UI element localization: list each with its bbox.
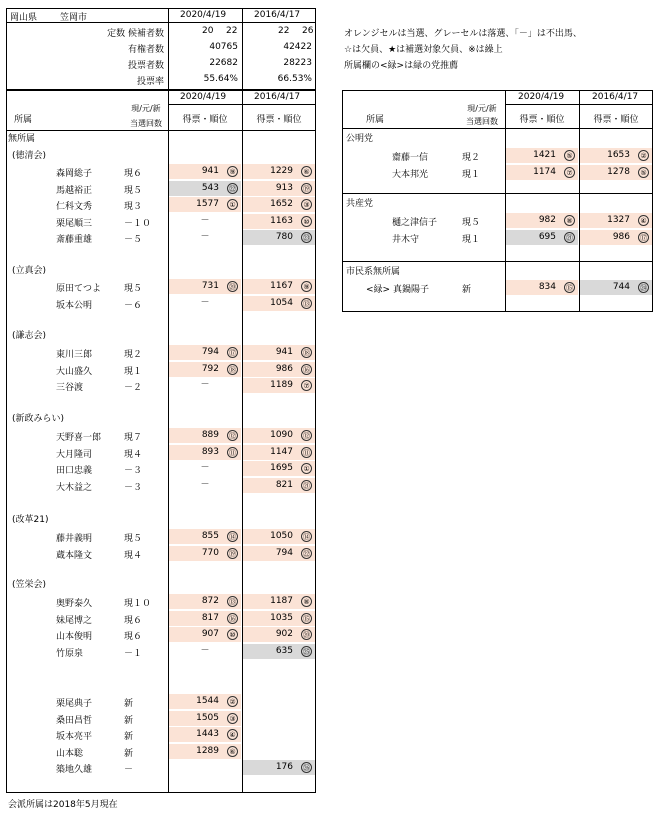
stat-ballots-old: 28223 (283, 58, 312, 68)
left-col-count: 当選回数 (130, 119, 162, 128)
candidate-name: 馬越裕正 (56, 185, 93, 196)
candidate-status: 新 (124, 732, 134, 742)
party-name: 共産党 (346, 199, 374, 209)
vote-count: 893 (201, 446, 219, 457)
candidate-status: 現６ (124, 632, 143, 642)
candidate-name: 奥野泰久 (56, 599, 93, 609)
candidate-status: 新 (124, 715, 134, 726)
rank-badge: ⑤ (638, 167, 649, 178)
rank-badge: ㉔ (640, 284, 647, 292)
candidate-status: 現１ (124, 366, 143, 377)
vote-cell (243, 445, 315, 460)
candidate-status: 現４ (124, 550, 143, 561)
rank-badge: ⑦ (301, 380, 312, 391)
vote-cell (169, 345, 241, 360)
candidate-status: －１０ (124, 218, 152, 229)
stat-voters-old: 42422 (283, 42, 312, 52)
stat-turnout-old: 66.53% (277, 74, 312, 84)
right-col-votes-new: 得票・順位 (519, 115, 565, 125)
vote-count: 1167 (270, 281, 293, 291)
stat-label-ballots: 投票者数 (127, 61, 164, 71)
candidate-name: 田口忠義 (56, 466, 93, 476)
date-new-header: 2020/4/19 (180, 10, 227, 20)
candidate-status: 現５ (124, 284, 143, 294)
candidate-name: 栗尾典子 (56, 699, 93, 709)
candidate-name: 斎藤重雄 (56, 235, 93, 245)
vote-cell (580, 230, 652, 245)
vote-cell (169, 546, 241, 561)
rank-badge: ⑰ (229, 349, 236, 357)
rank-badge: ⑧ (564, 215, 575, 226)
vote-cell (169, 181, 241, 196)
vote-count: 794 (275, 547, 293, 558)
not-running-dash: － (200, 215, 210, 226)
candidate-name: 大本邦光 (392, 170, 429, 180)
vote-count: 941 (275, 347, 293, 357)
rank-badge: ㉓ (303, 234, 310, 242)
rank-badge: ⑯ (229, 614, 236, 623)
vote-count: 1652 (270, 199, 293, 209)
rank-badge: ⑪ (303, 448, 310, 457)
rank-badge: ⑦ (564, 167, 575, 178)
vote-count: 1090 (270, 430, 293, 440)
rank-badge: ⑲ (303, 184, 310, 193)
vote-cell (506, 148, 578, 163)
stat-candidates-old: 26 (302, 26, 314, 36)
vote-cell (169, 727, 241, 742)
candidate-name: <緑> 真鍋陽子 (366, 285, 429, 295)
candidate-name: 齋藤一信 (392, 153, 429, 163)
candidate-name: 樋之津信子 (392, 218, 438, 228)
right-col-party: 所属 (366, 115, 385, 125)
rank-badge: ⑰ (640, 234, 647, 242)
vote-count: 817 (201, 612, 219, 623)
vote-cell (243, 214, 315, 229)
candidate-status: －６ (124, 300, 143, 311)
vote-cell (169, 461, 241, 476)
vote-count: 1189 (270, 380, 293, 390)
candidate-status: 現２ (462, 153, 481, 163)
candidate-status: 現５ (462, 218, 481, 228)
right-col-count: 当選回数 (466, 117, 498, 126)
vote-cell (169, 627, 241, 642)
vote-cell (243, 181, 315, 196)
vote-cell (580, 165, 652, 180)
header-divider-2 (242, 8, 243, 90)
legend-line-3: 所属欄の<緑>は緑の党推薦 (344, 61, 459, 71)
candidate-status: 現５ (124, 534, 143, 544)
vote-count: 1653 (607, 150, 630, 160)
candidate-name: 仁科文秀 (56, 202, 93, 212)
rank-badge: ⑳ (229, 283, 236, 291)
vote-count: 1229 (270, 166, 293, 176)
vote-count: 1577 (196, 199, 219, 209)
vote-count: 792 (201, 363, 219, 374)
vote-count: 1278 (607, 167, 630, 177)
right-table-subheader-line (505, 104, 653, 105)
left-date-old: 2016/4/17 (254, 92, 301, 102)
vote-cell (506, 280, 578, 295)
rank-badge: ⑩ (227, 629, 238, 640)
date-old-header: 2016/4/17 (254, 10, 301, 20)
vote-count: 794 (201, 347, 219, 357)
candidate-name: 山本俊明 (56, 632, 93, 642)
vote-count: 907 (201, 629, 219, 639)
vote-count: 770 (201, 547, 219, 558)
vote-cell (243, 230, 315, 245)
candidate-name: 築地久雄 (56, 765, 93, 775)
header-divider-1 (168, 8, 169, 90)
vote-cell (243, 279, 315, 294)
rank-badge: ⑯ (303, 365, 310, 374)
left-col-votes-new: 得票・順位 (182, 115, 228, 125)
rank-badge: ① (227, 199, 238, 210)
vote-cell (169, 214, 241, 229)
vote-cell (243, 627, 315, 642)
vote-cell (243, 296, 315, 311)
vote-cell (506, 213, 578, 228)
candidate-name: 三谷渡 (56, 383, 84, 393)
rank-badge: ④ (638, 215, 649, 226)
candidate-status: － (124, 765, 134, 775)
candidate-name: 桑田昌哲 (56, 715, 93, 726)
vote-count: 731 (201, 281, 219, 291)
candidate-name: 蔵本隆文 (56, 550, 93, 561)
rank-badge: ㉒ (229, 184, 236, 193)
party-name: 市民系無所属 (346, 267, 401, 277)
vote-cell (169, 296, 241, 311)
prefecture-label: 岡山県 (10, 13, 38, 23)
not-running-dash: － (200, 645, 210, 656)
candidate-status: 現７ (124, 433, 143, 443)
group-name: (立真会) (12, 266, 47, 276)
vote-cell (169, 611, 241, 626)
vote-cell (169, 362, 241, 377)
candidate-name: 大月隆司 (56, 449, 93, 460)
rank-badge: ⑭ (229, 533, 236, 541)
vote-cell (169, 428, 241, 443)
rank-badge: ㉑ (566, 234, 573, 242)
vote-cell (243, 428, 315, 443)
vote-count: 1054 (270, 297, 293, 308)
vote-cell (506, 230, 578, 245)
vote-count: 1050 (270, 531, 293, 541)
vote-cell (243, 644, 315, 659)
vote-count: 986 (612, 232, 630, 242)
vote-cell (169, 529, 241, 544)
vote-count: 1289 (196, 745, 219, 756)
rank-badge: ⑮ (566, 284, 573, 292)
candidate-status: 現３ (124, 202, 143, 212)
rank-badge: ⑮ (303, 614, 310, 623)
vote-count: 834 (538, 282, 556, 292)
vote-cell (506, 165, 578, 180)
candidate-name: 大山盛久 (56, 366, 93, 377)
not-running-dash: － (200, 479, 210, 490)
vote-count: 1174 (533, 167, 556, 177)
vote-count: 1035 (270, 612, 293, 623)
candidate-status: 現６ (124, 169, 143, 179)
vote-count: 176 (275, 762, 293, 772)
vote-cell (243, 478, 315, 493)
vote-cell (243, 461, 315, 476)
rank-badge: ① (301, 463, 312, 474)
header-line (6, 22, 316, 23)
vote-count: 889 (201, 430, 219, 440)
rank-badge: ⑬ (229, 598, 236, 606)
not-running-dash: － (200, 297, 210, 308)
vote-cell (169, 594, 241, 609)
vote-cell (243, 197, 315, 212)
right-col-status: 現/元/新 (467, 104, 497, 113)
vote-cell (580, 148, 652, 163)
vote-count: 1147 (270, 446, 293, 457)
vote-cell (580, 280, 652, 295)
vote-cell (169, 478, 241, 493)
vote-cell (169, 164, 241, 179)
candidate-status: 現４ (124, 449, 143, 460)
vote-cell (243, 594, 315, 609)
rank-badge: ㉑ (303, 481, 310, 490)
rank-badge: ⑭ (303, 533, 310, 541)
candidate-name: 井木守 (392, 235, 420, 245)
vote-count: 913 (275, 182, 293, 193)
candidate-name: 東川三郎 (56, 350, 93, 360)
vote-count: 941 (201, 166, 219, 176)
vote-count: 1421 (533, 150, 556, 160)
left-col-votes-old: 得票・順位 (256, 115, 302, 125)
not-running-dash: － (200, 380, 210, 390)
candidate-name: 山本聡 (56, 748, 84, 759)
city-label: 笠岡市 (60, 13, 88, 23)
vote-cell (243, 164, 315, 179)
stat-label-turnout: 投票率 (136, 77, 164, 87)
vote-count: 902 (275, 629, 293, 639)
right-date-old: 2016/4/17 (592, 92, 639, 102)
rank-badge: ⑱ (303, 349, 310, 357)
candidate-name: 天野喜一郎 (56, 433, 102, 443)
stat-turnout-new: 55.64% (203, 74, 238, 84)
candidate-name: 森岡総子 (56, 169, 93, 179)
left-table-subheader-line (168, 104, 316, 105)
group-name: (新政みらい) (12, 414, 65, 424)
candidate-name: 坂本公明 (56, 300, 93, 311)
vote-cell (243, 345, 315, 360)
group-name: 無所属 (8, 134, 36, 144)
vote-count: 744 (612, 282, 630, 292)
party-name: 公明党 (346, 134, 374, 144)
stat-voters-new: 40765 (209, 42, 238, 52)
candidate-status: －３ (124, 482, 143, 493)
vote-count: 1544 (196, 696, 219, 706)
vote-cell (243, 611, 315, 626)
vote-count: 986 (275, 363, 293, 374)
vote-cell (169, 694, 241, 709)
stat-label-seats: 定数 候補者数 (107, 29, 164, 39)
candidate-name: 原田てつよ (56, 284, 102, 294)
vote-count: 543 (201, 182, 219, 193)
candidate-status: －５ (124, 235, 143, 245)
group-name: (徳清会) (12, 151, 47, 161)
rank-badge: ② (227, 696, 238, 707)
vote-count: 1327 (607, 215, 630, 225)
vote-count: 1505 (196, 712, 219, 723)
right-table-row-line-2 (342, 261, 653, 262)
vote-cell (169, 711, 241, 726)
rank-badge: ⑥ (301, 166, 312, 177)
rank-badge: ⑫ (303, 432, 310, 440)
rank-badge: ⑥ (227, 746, 238, 757)
candidate-name: 坂本亮平 (56, 732, 93, 742)
stat-seats-new: 20 (202, 26, 214, 36)
candidate-status: 現２ (124, 350, 143, 360)
rank-badge: ⑧ (301, 596, 312, 607)
rank-badge: ④ (227, 729, 238, 740)
rank-badge: ⑫ (229, 432, 236, 440)
stat-seats-old: 22 (278, 26, 290, 36)
vote-cell (169, 744, 241, 759)
right-col-votes-old: 得票・順位 (593, 115, 639, 125)
vote-cell (243, 546, 315, 561)
vote-count: 1187 (270, 596, 293, 606)
candidate-name: 藤井義明 (56, 534, 93, 544)
rank-badge: ⑱ (229, 365, 236, 374)
left-col-party: 所属 (14, 115, 33, 125)
group-name: (笠栄会) (12, 580, 47, 590)
vote-count: 695 (538, 232, 556, 242)
candidate-status: －１ (124, 648, 143, 659)
vote-count: 780 (275, 232, 293, 242)
rank-badge: ⑨ (301, 281, 312, 292)
footnote: 会派所属は2018年5月現在 (8, 800, 118, 810)
rank-badge: ⑩ (301, 216, 312, 227)
rank-badge: ⑲ (229, 549, 236, 558)
rank-badge: ⑪ (229, 448, 236, 457)
vote-cell (169, 378, 241, 393)
vote-count: 635 (275, 645, 293, 656)
vote-cell (169, 230, 241, 245)
vote-cell (169, 279, 241, 294)
vote-count: 982 (538, 215, 556, 225)
right-date-new: 2020/4/19 (518, 92, 565, 102)
not-running-dash: － (200, 232, 210, 242)
candidate-status: 新 (462, 285, 472, 295)
rank-badge: ③ (301, 199, 312, 210)
stat-candidates-new: 22 (226, 26, 238, 36)
candidate-status: 現５ (124, 185, 143, 196)
group-name: (改革21) (12, 515, 49, 525)
rank-badge: ㉒ (303, 549, 310, 558)
vote-cell (243, 362, 315, 377)
right-table-header-line (342, 128, 653, 129)
rank-badge: ㉖ (303, 764, 310, 772)
vote-cell (169, 445, 241, 460)
legend-line-2: ☆は欠員、★は補選対象欠員、※は繰上 (344, 45, 503, 55)
candidate-name: 栗尾順三 (56, 218, 93, 229)
candidate-status: 現１ (462, 170, 481, 180)
vote-cell (243, 529, 315, 544)
candidate-status: 現６ (124, 615, 143, 626)
candidate-name: 大木益之 (56, 482, 93, 493)
candidate-name: 妹尾博之 (56, 615, 93, 626)
candidate-status: 新 (124, 748, 134, 759)
candidate-status: 現１ (462, 235, 481, 245)
candidate-status: 現１０ (124, 599, 152, 609)
candidate-status: －２ (124, 383, 143, 393)
rank-badge: ㉕ (303, 647, 310, 656)
candidate-status: －３ (124, 466, 143, 476)
vote-cell (169, 197, 241, 212)
rank-badge: ⑬ (303, 299, 310, 308)
candidate-status: 新 (124, 699, 134, 709)
vote-count: 1163 (270, 215, 293, 226)
rank-badge: ② (638, 150, 649, 161)
rank-badge: ⑳ (303, 631, 310, 639)
rank-badge: ⑤ (564, 150, 575, 161)
left-date-new: 2020/4/19 (180, 92, 227, 102)
rank-badge: ③ (227, 713, 238, 724)
vote-count: 1443 (196, 729, 219, 739)
vote-cell (169, 644, 241, 659)
right-table-row-line-1 (342, 193, 653, 194)
not-running-dash: － (200, 463, 210, 473)
vote-count: 821 (275, 479, 293, 490)
vote-cell (580, 213, 652, 228)
left-col-status: 現/元/新 (131, 104, 161, 113)
legend-line-1: オレンジセルは当選、グレーセルは落選、「－」は不出馬、 (344, 29, 582, 39)
candidate-name: 竹原泉 (56, 648, 84, 659)
vote-count: 872 (201, 596, 219, 606)
rank-badge: ⑨ (227, 166, 238, 177)
vote-count: 1695 (270, 463, 293, 473)
left-table-header-line (6, 130, 316, 131)
vote-cell (243, 760, 315, 775)
group-name: (謙志会) (12, 331, 47, 341)
vote-cell (243, 378, 315, 393)
stat-label-voters: 有権者数 (127, 45, 164, 55)
vote-count: 855 (201, 531, 219, 541)
stat-ballots-new: 22682 (209, 58, 238, 68)
